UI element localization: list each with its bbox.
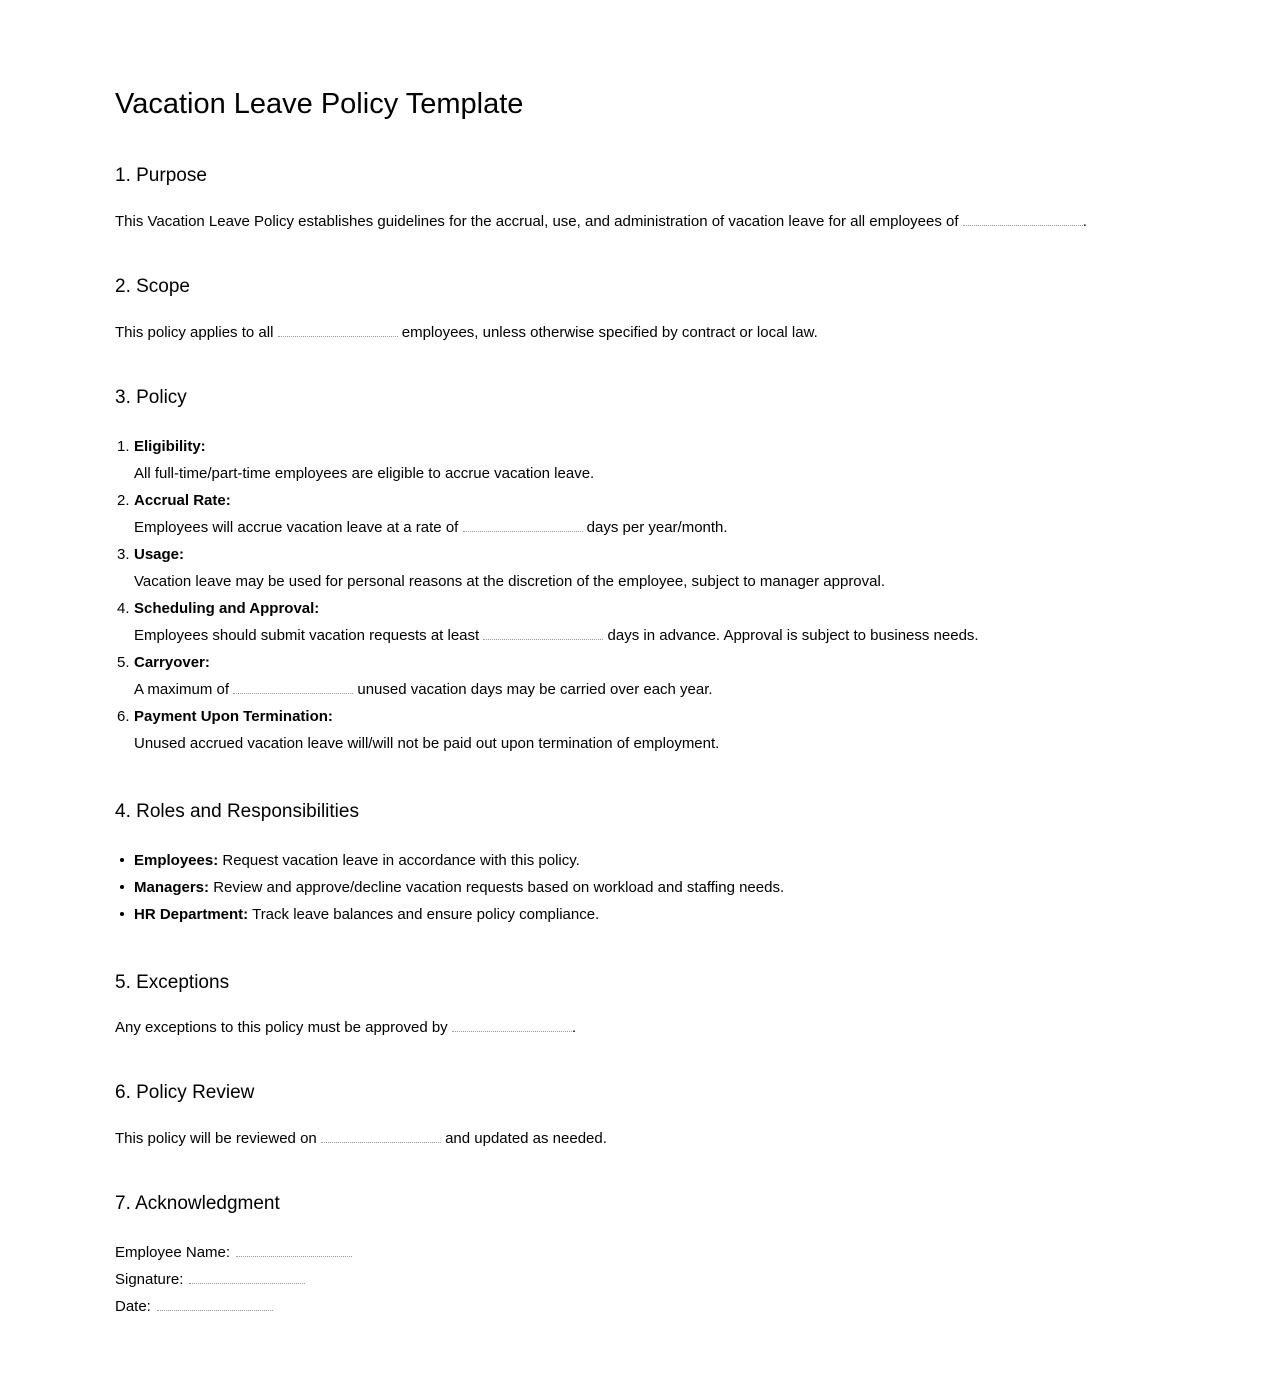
list-term: Payment Upon Termination: [134,707,333,725]
text-run: Any exceptions to this policy must be approved by [115,1019,452,1037]
text-run: unused vacation days may be carried over each year. [353,680,713,698]
bullet-icon [120,858,124,862]
list-description [134,568,1148,595]
list-number: 1. [117,437,130,455]
list-description [134,460,1148,487]
list-description [134,514,1148,541]
text-run: and updated as needed. [440,1130,607,1148]
list-item [115,649,1148,703]
text-run: Vacation leave may be used for personal reasons at the discretion of the employee, subject to manager approval. [134,572,885,590]
section-heading: 2. Scope [115,276,190,298]
page-title: Vacation Leave Policy Template [115,88,524,120]
list-item [115,874,1148,901]
list-number: 2. [117,491,130,509]
section-heading: 1. Purpose [115,165,207,187]
list-term-line [134,703,1148,730]
list-item [115,595,1148,649]
bullet-icon [120,912,124,916]
section [115,972,1148,1039]
fill-in-blank-line [463,519,583,532]
fill-in-blank-line [236,1244,352,1257]
list-number: 4. [117,599,130,617]
list-term: Accrual Rate: [134,491,231,509]
text-run: employees, unless otherwise specified by contract or local law. [397,323,818,341]
text-run: A maximum of [134,680,234,698]
list-description [134,730,1148,757]
text-run: . [571,1019,577,1037]
list-item [115,847,1148,874]
text-run: Request vacation leave in accordance with this policy. [218,851,580,869]
section-heading: 5. Exceptions [115,971,230,993]
field-line [115,1293,1148,1320]
list-term-line [134,541,1148,568]
policy-list [115,433,1148,757]
section-heading: 3. Policy [115,386,187,408]
fill-in-blank-line [452,1019,572,1032]
list-item [115,487,1148,541]
text-run: Employees will accrue vacation leave at a rate of [134,518,463,536]
text-run: days per year/month. [582,518,728,536]
bullet-icon [120,885,124,889]
text-run: This policy will be reviewed on [115,1130,321,1148]
list-term-line [134,487,1148,514]
list-term-line [134,649,1148,676]
list-term: Employees: [134,851,219,869]
list-number: 5. [117,653,130,671]
section [115,276,1148,343]
text-run: days in advance. Approval is subject to business needs. [603,626,979,644]
text-run: Employees should submit vacation requests at least [134,626,484,644]
fill-in-blank-line [483,627,603,640]
section [115,387,1148,757]
list-term: Carryover: [134,653,210,671]
section-heading: 7. Acknowledgment [115,1193,280,1215]
section-heading: 6. Policy Review [115,1082,255,1104]
field-label: Employee Name: [115,1243,231,1261]
section-heading: 4. Roles and Responsibilities [115,800,359,822]
section [115,165,1148,232]
text-run: All full-time/part-time employees are eligible to accrue vacation leave. [134,464,595,482]
list-term: HR Department: [134,905,249,923]
list-number: 3. [117,545,130,563]
section [115,801,1148,928]
list-description [134,676,1148,703]
fill-in-blank-line [189,1271,305,1284]
text-run: Unused accrued vacation leave will/will not be paid out upon termination of employment. [134,734,720,752]
paragraph [115,211,1148,232]
text-run: This Vacation Leave Policy establishes guidelines for the accrual, use, and administration of vacation leave for all employees of [115,213,963,231]
section [115,1082,1148,1149]
paragraph [115,322,1148,343]
list-term: Managers: [134,878,210,896]
field-line [115,1239,1148,1266]
text-run: . [1082,213,1087,231]
fill-in-blank-line [278,324,398,337]
fill-in-blank-line [233,681,353,694]
paragraph [115,1017,1148,1038]
list-item [115,433,1148,487]
field-line [115,1266,1148,1293]
field-label: Date: [115,1297,151,1315]
list-term: Eligibility: [134,437,206,455]
document-body [115,165,1148,1320]
list-item [115,703,1148,757]
text-run: This policy applies to all [115,323,278,341]
roles-list [115,847,1148,928]
fill-in-blank-line [321,1130,441,1143]
list-term-line [134,595,1148,622]
list-item [115,901,1148,928]
fill-in-blank-line [963,213,1083,226]
fill-in-blank-line [157,1298,273,1311]
section [115,1193,1148,1320]
list-term: Scheduling and Approval: [134,599,320,617]
list-number: 6. [117,707,130,725]
list-description [134,622,1148,649]
field-label: Signature: [115,1270,184,1288]
text-run: Review and approve/decline vacation requests based on workload and staffing needs. [209,878,785,896]
paragraph [115,1128,1148,1149]
list-term: Usage: [134,545,185,563]
text-run: Track leave balances and ensure policy compliance. [248,905,600,923]
list-term-line [134,433,1148,460]
list-item [115,541,1148,595]
